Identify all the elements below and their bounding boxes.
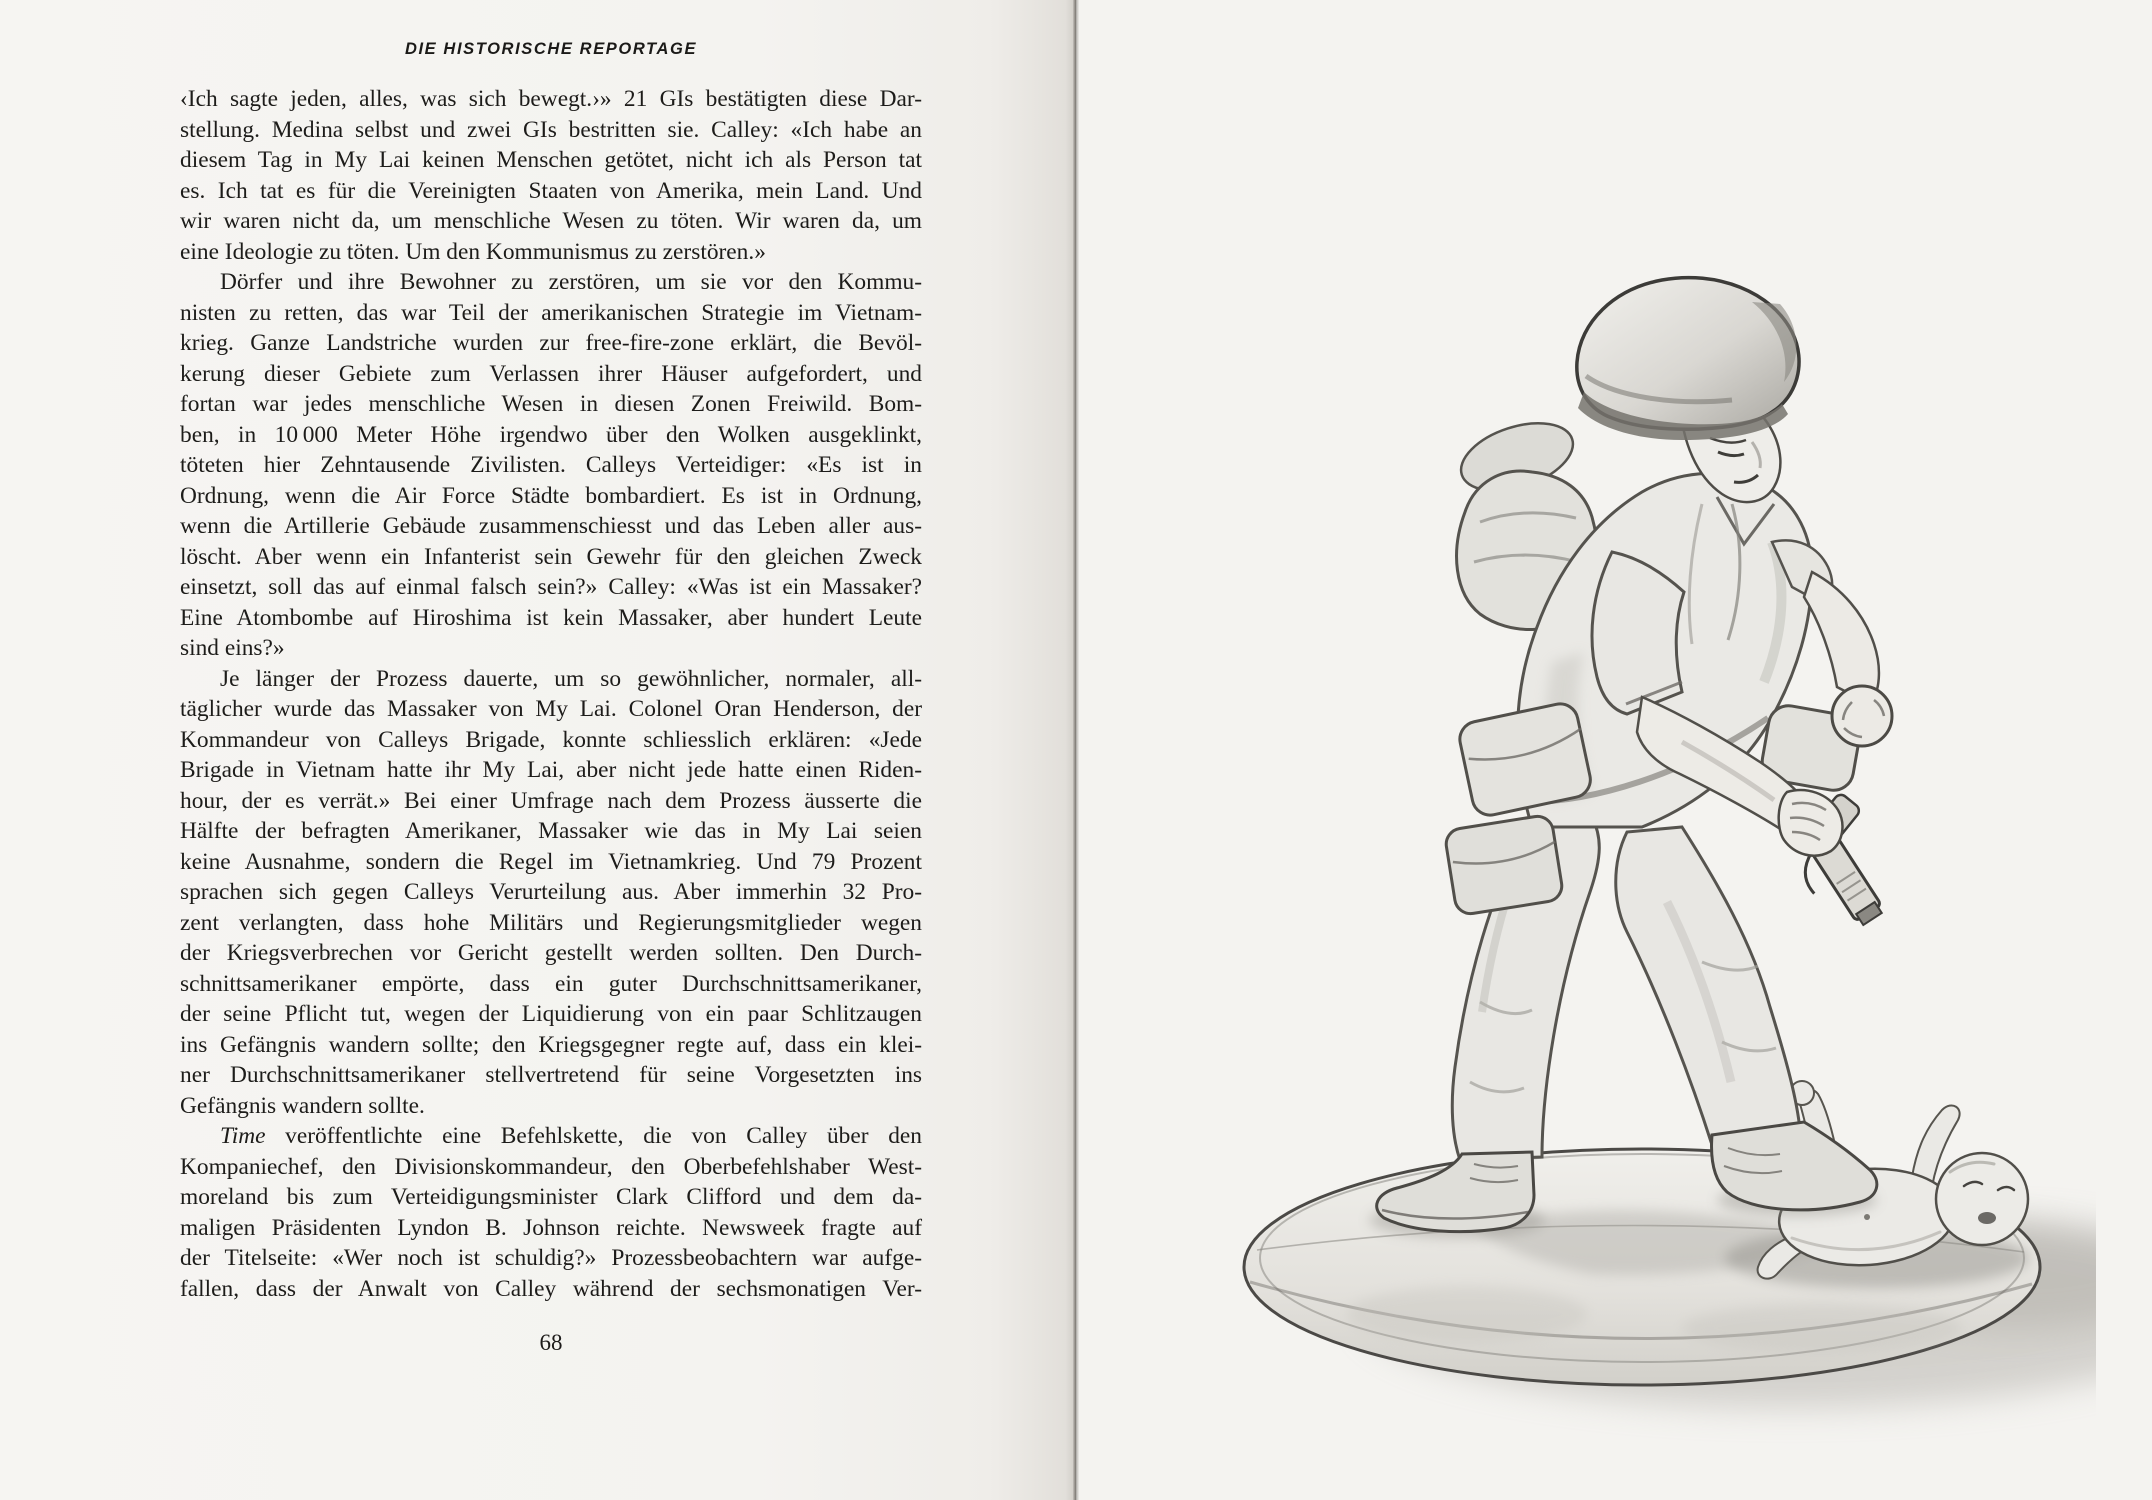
text-line: Eine Atombombe auf Hiroshima ist kein Massaker, aber hundert Leute <box>180 604 922 631</box>
figurine-illustration <box>1212 242 2096 1452</box>
text-line: maligen Präsidenten Lyndon B. Johnson reichte. Newsweek fragte auf <box>180 1214 922 1241</box>
text-line: Dörfer und ihre Bewohner zu zerstören, um sie vor den Kommu- <box>220 269 922 295</box>
text-line: ben, in 10 000 Meter Höhe irgendwo über den Wolken ausgeklinkt, <box>180 421 922 448</box>
text-line: sind eins?» <box>180 635 285 661</box>
text-line: Ordnung, wenn die Air Force Städte bombardiert. Es ist in Ordnung, <box>180 482 922 509</box>
text-line: Hälfte der befragten Amerikaner, Massaker wie das in My Lai seien <box>180 818 922 844</box>
text-line: der Titelseite: «Wer noch ist schuldig?» Prozessbeobachtern war aufge- <box>180 1245 922 1271</box>
text-line: töteten hier Zehntausende Zivilisten. Calleys Verteidiger: «Es ist in <box>180 452 922 478</box>
text-line: der Kriegsverbrechen vor Gericht gestellt werden sollten. Den Durch- <box>180 940 922 966</box>
text-line: löscht. Aber wenn ein Infanterist sein Gewehr für den gleichen Zweck <box>180 543 922 570</box>
text-line: stellung. Medina selbst und zwei GIs bestritten sie. Calley: «Ich habe an <box>180 116 922 143</box>
text-line: Je länger der Prozess dauerte, um so gewöhnlicher, normaler, all- <box>220 665 922 692</box>
gutter-fold <box>1073 0 1079 1500</box>
text-line: ‹Ich sagte jeden, alles, was sich bewegt.›» 21 GIs bestätigten diese Dar- <box>180 86 922 112</box>
text-line: fallen, dass der Anwalt von Calley während der sechsmonatigen Ver- <box>180 1275 922 1302</box>
text-line: Brigade in Vietnam hatte ihr My Lai, aber nicht jede hatte einen Riden- <box>180 757 922 783</box>
text-line: täglicher wurde das Massaker von My Lai. Colonel Oran Henderson, der <box>180 696 922 722</box>
text-line: ner Durchschnittsamerikaner stellvertretend für seine Vorgesetzten ins <box>180 1062 922 1088</box>
text-line: Kommandeur von Calleys Brigade, konnte schliesslich erklären: «Jede <box>180 726 922 753</box>
text-line: wir waren nicht da, um menschliche Wesen zu töten. Wir waren da, um <box>180 208 922 234</box>
text-line: Time veröffentlichte eine Befehlskette, die von Calley über den <box>220 1123 922 1149</box>
text-line: ins Gefängnis wandern sollte; den Kriegsgegner regte auf, dass ein klei- <box>180 1031 922 1058</box>
page-number: 68 <box>539 1330 563 1355</box>
text-line: krieg. Ganze Landstriche wurden zur free-fire-zone erklärt, die Bevöl- <box>180 330 922 356</box>
text-line: Kompaniechef, den Divisionskommandeur, den Oberbefehlshaber West- <box>180 1153 922 1180</box>
running-head: DIE HISTORISCHE REPORTAGE <box>404 40 698 58</box>
text-line: moreland bis zum Verteidigungsminister Clark Clifford und dem da- <box>180 1184 922 1210</box>
text-line: hour, der es verrät.» Bei einer Umfrage nach dem Prozess äusserte die <box>180 787 922 814</box>
text-line: einsetzt, soll das auf einmal falsch sein?» Calley: «Was ist ein Massaker? <box>180 574 922 600</box>
text-line: fortan war jedes menschliche Wesen in diesen Zonen Freiwild. Bom- <box>180 391 922 417</box>
text-line: der seine Pflicht tut, wegen der Liquidierung von ein paar Schlitzaugen <box>180 1001 922 1027</box>
text-line: zent verlangten, dass hohe Militärs und Regierungsmitglieder wegen <box>180 909 922 936</box>
text-line: wenn die Artillerie Gebäude zusammenschiesst und das Leben aller aus- <box>180 513 922 539</box>
text-line: keine Ausnahme, sondern die Regel im Vietnamkrieg. Und 79 Prozent <box>180 848 922 875</box>
text-line: kerung dieser Gebiete zum Verlassen ihrer Häuser aufgefordert, und <box>180 360 922 387</box>
text-line: diesem Tag in My Lai keinen Menschen getötet, nicht ich als Person tat <box>180 147 922 173</box>
text-line: Gefängnis wandern sollte. <box>180 1092 425 1119</box>
body-text <box>180 84 922 1304</box>
text-line: eine Ideologie zu töten. Um den Kommunismus zu zerstören.» <box>180 238 766 265</box>
text-line: nisten zu retten, das war Teil der amerikanischen Strategie im Vietnam- <box>180 299 922 326</box>
text-line: es. Ich tat es für die Vereinigten Staaten von Amerika, mein Land. Und <box>180 177 922 204</box>
text-line: schnittsamerikaner empörte, dass ein guter Durchschnittsamerikaner, <box>180 970 922 997</box>
text-line: sprachen sich gegen Calleys Verurteilung aus. Aber immerhin 32 Pro- <box>180 879 922 905</box>
